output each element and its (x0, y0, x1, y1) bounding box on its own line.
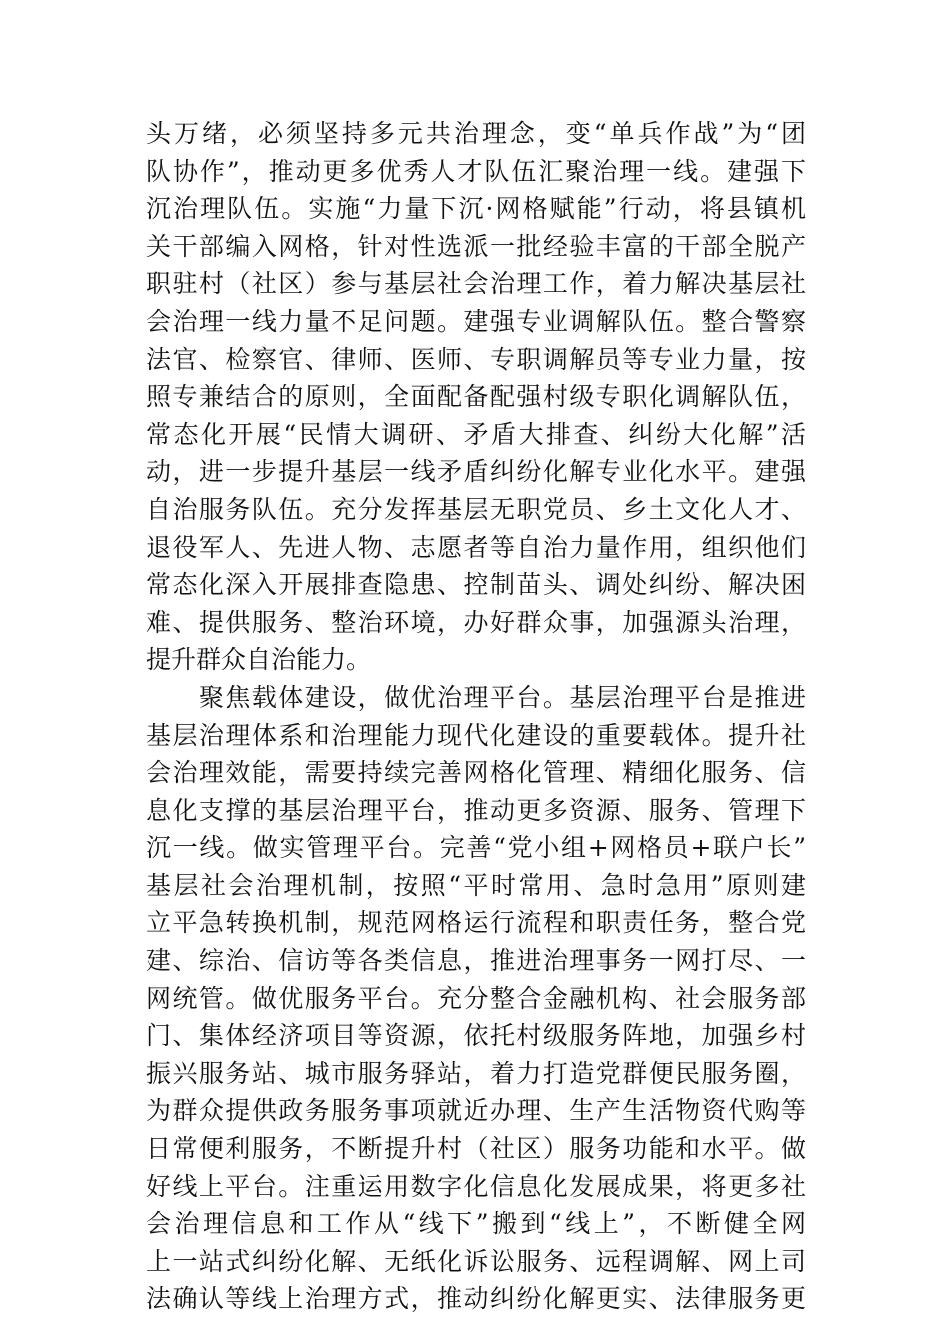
text-line: 动，进一步提升基层一线矛盾纠纷化解专业化水平。建强 (146, 457, 806, 487)
text-line: 会治理一线力量不足问题。建强专业调解队伍。整合警察 (146, 306, 806, 336)
text-line: 难、提供服务、整治环境，办好群众事，加强源头治理， (146, 607, 806, 637)
text-line: 息化支撑的基层治理平台，推动更多资源、服务、管理下 (146, 795, 806, 825)
text-line: 上一站式纠纷化解、无纸化诉讼服务、远程调解、网上司 (146, 1246, 806, 1276)
text-line: 会治理信息和工作从“线下”搬到“线上”，不断健全网 (146, 1209, 806, 1239)
text-line: 振兴服务站、城市服务驿站，着力打造党群便民服务圈， (146, 1058, 806, 1088)
text-line: 自治服务队伍。充分发挥基层无职党员、乡土文化人才、 (146, 494, 806, 524)
text-line: 沉治理队伍。实施“力量下沉·网格赋能”行动，将县镇机 (146, 194, 806, 224)
paragraph-start-line: 聚焦载体建设，做优治理平台。基层治理平台是推进 (146, 682, 806, 712)
text-line: 退役军人、先进人物、志愿者等自治力量作用，组织他们 (146, 532, 806, 562)
text-line: 门、集体经济项目等资源，依托村级服务阵地，加强乡村 (146, 1021, 806, 1051)
text-line: 法确认等线上治理方式，推动纠纷化解更实、法律服务更 (146, 1284, 806, 1314)
text-line: 法官、检察官、律师、医师、专职调解员等专业力量，按 (146, 344, 806, 374)
text-line: 基层社会治理机制，按照“平时常用、急时急用”原则建 (146, 870, 806, 900)
text-line: 常态化深入开展排查隐患、控制苗头、调处纠纷、解决困 (146, 570, 806, 600)
text-line: 网统管。做优服务平台。充分整合金融机构、社会服务部 (146, 983, 806, 1013)
text-line: 头万绪，必须坚持多元共治理念，变“单兵作战”为“团 (146, 119, 806, 148)
text-line: 照专兼结合的原则，全面配备配强村级专职化调解队伍， (146, 382, 806, 412)
text-line: 日常便利服务，不断提升村（社区）服务功能和水平。做 (146, 1134, 806, 1164)
text-line: 基层治理体系和治理能力现代化建设的重要载体。提升社 (146, 720, 806, 750)
body-text (146, 115, 806, 1318)
text-line: 会治理效能，需要持续完善网格化管理、精细化服务、信 (146, 758, 806, 788)
paragraph-end-line: 提升群众自治能力。 (146, 645, 372, 675)
text-line: 常态化开展“民情大调研、矛盾大排查、纠纷大化解”活 (146, 419, 806, 449)
text-line: 关干部编入网格，针对性选派一批经验丰富的干部全脱产 (146, 231, 806, 261)
text-line: 职驻村（社区）参与基层社会治理工作，着力解决基层社 (146, 269, 806, 299)
text-line: 为群众提供政务服务事项就近办理、生产生活物资代购等 (146, 1096, 806, 1126)
text-line: 建、综治、信访等各类信息，推进治理事务一网打尽、一 (146, 946, 806, 976)
text-line: 沉一线。做实管理平台。完善“党小组+网格员+联户长” (146, 833, 806, 863)
text-line: 队协作”，推动更多优秀人才队伍汇聚治理一线。建强下 (146, 156, 806, 186)
text-line: 好线上平台。注重运用数字化信息化发展成果，将更多社 (146, 1171, 806, 1201)
text-line: 立平急转换机制，规范网格运行流程和职责任务，整合党 (146, 908, 806, 938)
